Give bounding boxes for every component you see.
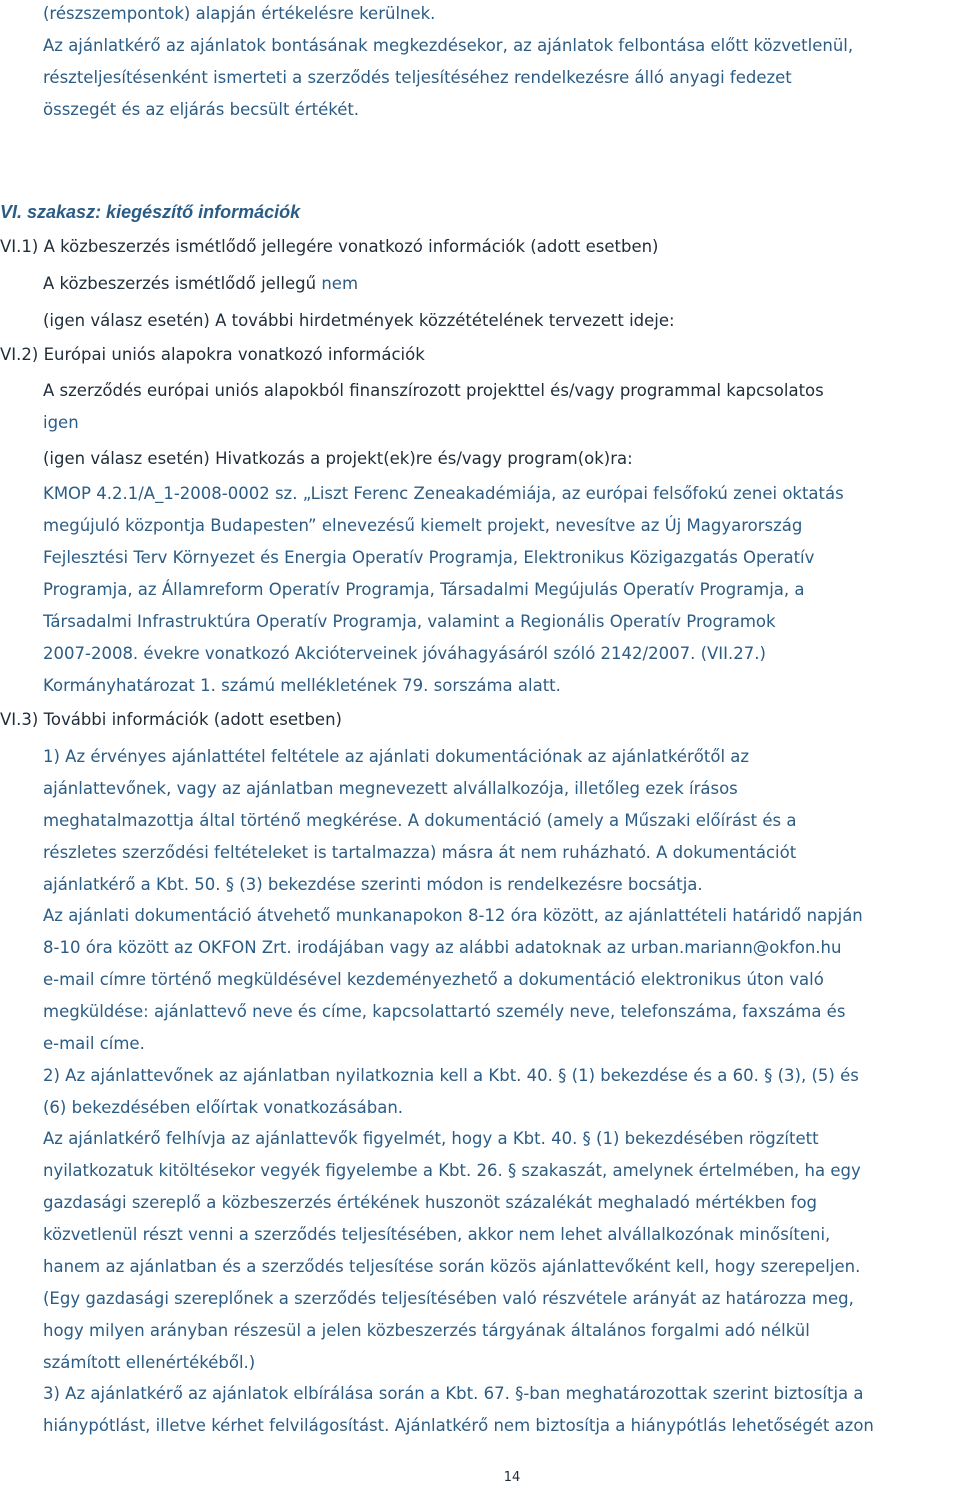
- vi2-eu-label: A szerződés európai uniós alapokból finanszírozott projekttel és/vagy programmal kapcsolatos: [43, 381, 824, 400]
- vi3-line: (6) bekezdésében előírtak vonatkozásában.: [43, 1098, 404, 1117]
- vi3-line: ajánlattevőnek, vagy az ajánlatban megnevezett alvállalkozója, illetőleg ezek írásos: [43, 779, 738, 798]
- intro-line: összegét és az eljárás becsült értékét.: [43, 100, 360, 119]
- vi3-line: számított ellenértékéből.): [43, 1353, 256, 1372]
- vi3-line: 1) Az érvényes ajánlattétel feltétele az ajánlati dokumentációnak az ajánlatkérőtől az: [43, 747, 750, 766]
- vi3-line: (Egy gazdasági szereplőnek a szerződés teljesítésében való részvétele arányát az határozza meg,: [43, 1289, 854, 1308]
- intro-line: részteljesítésenként ismerteti a szerződés teljesítéséhez rendelkezésre álló anyagi fedezet: [43, 68, 792, 87]
- vi1-recurring-value: nem: [321, 274, 359, 293]
- vi3-line: e-mail címe.: [43, 1034, 145, 1053]
- vi2-reference-line: megújuló központja Budapesten” elnevezésű kiemelt projekt, nevesítve az Új Magyarország: [43, 516, 803, 535]
- vi3-line: részletes szerződési feltételeket is tartalmazza) másra át nem ruházható. A dokumentációt: [43, 843, 797, 862]
- vi3-line: 3) Az ajánlatkérő az ajánlatok elbírálása során a Kbt. 67. §-ban meghatározottak szerint biztosítja a: [43, 1384, 864, 1403]
- vi2-reference-line: 2007-2008. évekre vonatkozó Akcióterveinek jóváhagyásáról szóló 2142/2007. (VII.27.): [43, 644, 766, 663]
- vi2-reference-line: Fejlesztési Terv Környezet és Energia Operatív Programja, Elektronikus Közigazgatás Operatív: [43, 548, 815, 567]
- vi2-reference-line: Társadalmi Infrastruktúra Operatív Programja, valamint a Regionális Operatív Programok: [43, 612, 776, 631]
- vi1-followup: (igen válasz esetén) A további hirdetmények közzétételének tervezett ideje:: [43, 311, 675, 330]
- vi3-line: Az ajánlati dokumentáció átvehető munkanapokon 8-12 óra között, az ajánlattételi határidő napján: [43, 906, 863, 925]
- vi1-recurring-row: [43, 273, 358, 295]
- vi2-reference-line: KMOP 4.2.1/A_1-2008-0002 sz. „Liszt Ferenc Zeneakadémiája, az európai felsőfokú zenei oktatás: [43, 484, 844, 503]
- vi3-line: hanem az ajánlatban és a szerződés teljesítése során közös ajánlattevőként kell, hogy szerepeljen.: [43, 1257, 861, 1276]
- vi3-line: meghatalmazottja által történő megkérése. A dokumentáció (amely a Műszaki előírást és a: [43, 811, 797, 830]
- page-number: 14: [503, 1470, 521, 1485]
- vi2-title: VI.2) Európai uniós alapokra vonatkozó információk: [0, 345, 425, 364]
- vi3-title: VI.3) További információk (adott esetben): [0, 710, 342, 729]
- vi2-reference-line: Kormányhatározat 1. számú mellékletének 79. sorszáma alatt.: [43, 676, 561, 695]
- vi3-line: Az ajánlatkérő felhívja az ajánlattevők figyelmét, hogy a Kbt. 40. § (1) bekezdésében rögzített: [43, 1129, 819, 1148]
- vi3-line: hiánypótlást, illetve kérhet felvilágosítást. Ajánlatkérő nem biztosítja a hiánypótlás lehetőségét azon: [43, 1416, 874, 1435]
- vi3-line: ajánlatkérő a Kbt. 50. § (3) bekezdése szerinti módon is rendelkezésre bocsátja.: [43, 875, 703, 894]
- vi3-line: közvetlenül részt venni a szerződés teljesítésében, akkor nem lehet alvállalkozónak minősíteni,: [43, 1225, 831, 1244]
- vi3-line: 2) Az ajánlattevőnek az ajánlatban nyilatkoznia kell a Kbt. 40. § (1) bekezdése és a 60. § (3), (5) és: [43, 1066, 859, 1085]
- vi3-line: nyilatkozatuk kitöltésekor vegyék figyelembe a Kbt. 26. § szakaszát, amelynek értelmében, ha egy: [43, 1161, 861, 1180]
- vi1-title: VI.1) A közbeszerzés ismétlődő jellegére vonatkozó információk (adott esetben): [0, 237, 659, 256]
- vi1-recurring-label: A közbeszerzés ismétlődő jellegű: [43, 274, 317, 293]
- section-heading: VI. szakasz: kiegészítő információk: [0, 202, 301, 222]
- intro-line: (részszempontok) alapján értékelésre kerülnek.: [43, 4, 436, 23]
- vi3-line: hogy milyen arányban részesül a jelen közbeszerzés tárgyának általános forgalmi adó nélkül: [43, 1321, 810, 1340]
- vi2-reference-line: Programja, az Államreform Operatív Programja, Társadalmi Megújulás Operatív Programja, a: [43, 580, 805, 599]
- vi3-line: megküldése: ajánlattevő neve és címe, kapcsolattartó személy neve, telefonszáma, faxszáma és: [43, 1002, 846, 1021]
- vi2-followup: (igen válasz esetén) Hivatkozás a projekt(ek)re és/vagy program(ok)ra:: [43, 449, 633, 468]
- vi2-eu-value: igen: [43, 413, 79, 432]
- intro-line: Az ajánlatkérő az ajánlatok bontásának megkezdésekor, az ajánlatok felbontása előtt közvetlenül,: [43, 36, 854, 55]
- vi3-line: 8-10 óra között az OKFON Zrt. irodájában vagy az alábbi adatoknak az urban.mariann@okfon.hu: [43, 938, 842, 957]
- vi3-line: gazdasági szereplő a közbeszerzés értékének huszonöt százalékát meghaladó mértékben fog: [43, 1193, 818, 1212]
- vi3-line: e-mail címre történő megküldésével kezdeményezhető a dokumentáció elektronikus úton való: [43, 970, 824, 989]
